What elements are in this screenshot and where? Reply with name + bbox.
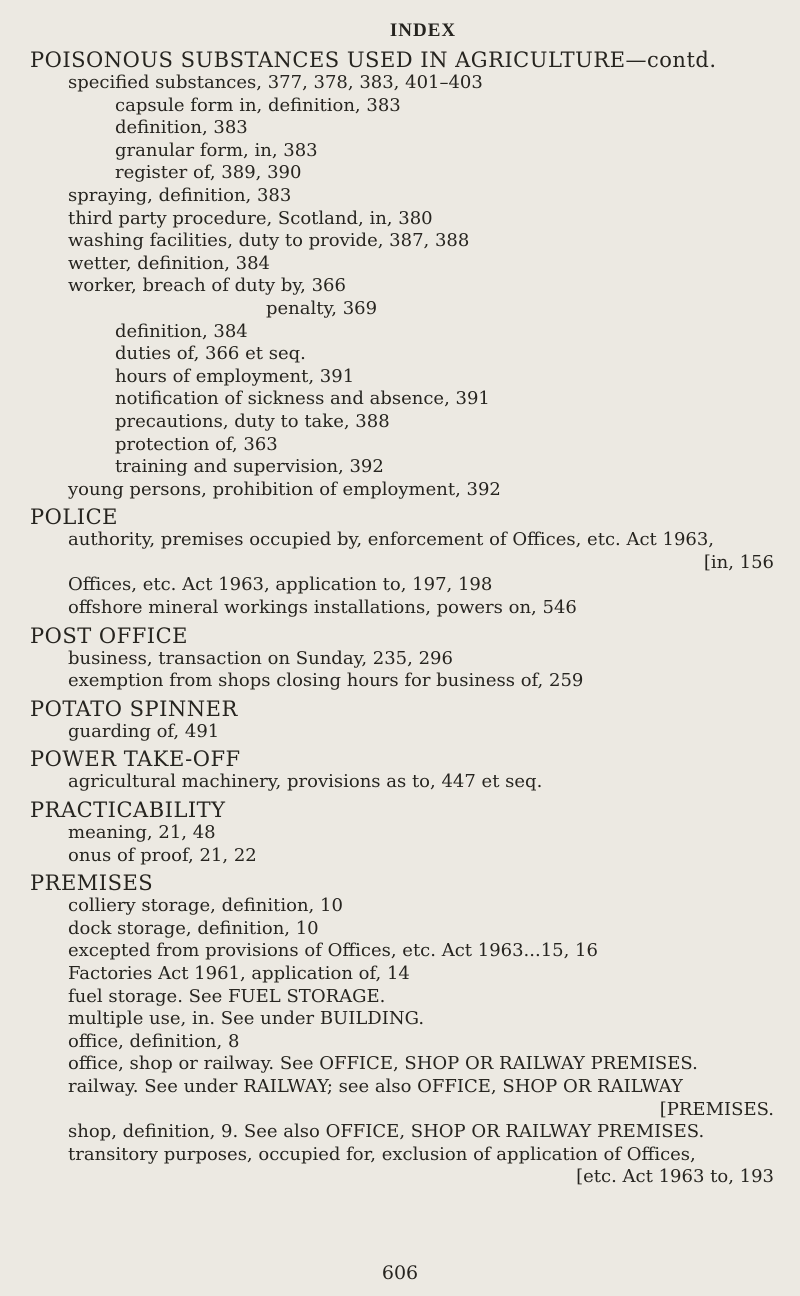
index-heading: PREMISES (30, 871, 154, 896)
index-entry: fuel storage. See FUEL STORAGE. (68, 985, 386, 1007)
index-entry: worker, breach of duty by, 366 (68, 275, 346, 297)
index-entry: authority, premises occupied by, enforcement of Offices, etc. Act 1963, (68, 529, 715, 551)
index-entry: definition, 384 (115, 320, 248, 342)
page-number: 606 (381, 1262, 419, 1284)
index-continuation: [PREMISES. (659, 1098, 774, 1120)
index-heading: POTATO SPINNER (30, 696, 238, 721)
index-entry: shop, definition, 9. See also OFFICE, SHOP OR RAILWAY PREMISES. (68, 1121, 705, 1143)
index-entry: training and supervision, 392 (115, 456, 384, 478)
index-entry: transitory purposes, occupied for, exclusion of application of Offices, (68, 1143, 696, 1165)
index-entry: precautions, duty to take, 388 (115, 410, 390, 432)
index-entry: young persons, prohibition of employment, 392 (68, 478, 501, 500)
index-heading: POISONOUS SUBSTANCES USED IN AGRICULTURE—contd. (30, 48, 717, 72)
index-entry: washing facilities, duty to provide, 387, 388 (68, 230, 470, 252)
index-entry: third party procedure, Scotland, in, 380 (68, 207, 433, 229)
index-entry: offshore mineral workings installations, powers on, 546 (68, 597, 577, 619)
index-entry: hours of employment, 391 (115, 365, 355, 387)
index-entry: wetter, definition, 384 (68, 252, 270, 274)
index-heading: POST OFFICE (30, 623, 188, 648)
index-entry: register of, 389, 390 (115, 162, 302, 184)
index-entry: notification of sickness and absence, 391 (115, 388, 490, 410)
index-entry: specified substances, 377, 378, 383, 401–403 (68, 72, 483, 93)
running-header: INDEX (389, 20, 457, 41)
index-continuation: [etc. Act 1963 to, 193 (576, 1166, 774, 1188)
index-entry: guarding of, 491 (68, 720, 220, 742)
index-entry: exemption from shops closing hours for business of, 259 (68, 670, 584, 692)
index-entry: capsule form in, definition, 383 (115, 94, 401, 116)
index-entry: railway. See under RAILWAY; see also OFFICE, SHOP OR RAILWAY (68, 1075, 683, 1097)
index-entry: multiple use, in. See under BUILDING. (68, 1008, 425, 1030)
index-entry: duties of, 366 et seq. (115, 343, 306, 365)
index-entry: Offices, etc. Act 1963, application to, 197, 198 (68, 574, 493, 596)
index-entries (30, 48, 776, 1189)
index-heading: POLICE (30, 505, 118, 530)
index-entry: colliery storage, definition, 10 (68, 895, 343, 917)
index-entry: dock storage, definition, 10 (68, 917, 319, 939)
index-entry: office, shop or railway. See OFFICE, SHOP OR RAILWAY PREMISES. (68, 1053, 698, 1075)
index-entry: business, transaction on Sunday, 235, 296 (68, 647, 453, 669)
index-entry: excepted from provisions of Offices, etc. Act 1963...15, 16 (68, 940, 598, 962)
index-entry: definition, 383 (115, 117, 248, 139)
index-continuation: [in, 156 (703, 551, 774, 573)
index-entry: spraying, definition, 383 (68, 184, 292, 206)
index-entry: office, definition, 8 (68, 1030, 240, 1052)
index-entry: onus of proof, 21, 22 (68, 844, 257, 866)
index-entry: granular form, in, 383 (115, 139, 318, 161)
index-entry: penalty, 369 (266, 297, 378, 319)
index-entry: protection of, 363 (115, 433, 278, 455)
index-entry: agricultural machinery, provisions as to, 447 et seq. (68, 771, 543, 793)
index-entry: meaning, 21, 48 (68, 822, 216, 844)
index-heading: POWER TAKE-OFF (30, 747, 241, 772)
index-heading: PRACTICABILITY (30, 798, 226, 823)
index-entry: Factories Act 1961, application of, 14 (68, 963, 410, 984)
